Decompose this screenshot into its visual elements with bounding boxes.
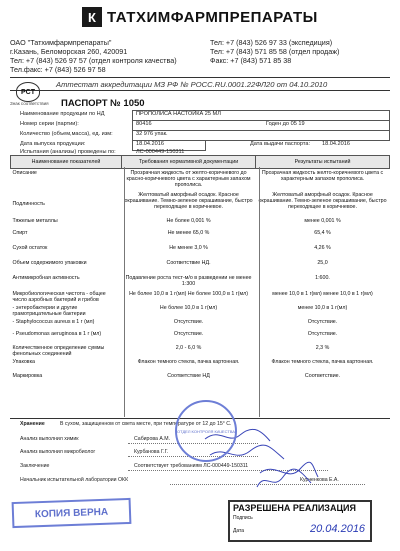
product-name-label: Наименование продукции по НД xyxy=(20,111,105,117)
release-stamp-date: 20.04.2016 xyxy=(310,523,366,535)
table-row xyxy=(11,217,390,229)
table-row xyxy=(11,318,390,330)
row-requirement: 2,0 - 6,0 % xyxy=(175,344,202,351)
accreditation-line: Аттестат аккредитации МЗ РФ № РОСС.RU.0001.22ФЛ20 от 04.10.2010 xyxy=(56,80,328,89)
storage-text: В сухом, защищенном от света месте, при температуре от 12 до 15° С. xyxy=(60,421,232,427)
round-stamp-text: ОТДЕЛ КОНТРОЛЯ КАЧЕСТВА xyxy=(177,428,235,434)
table-row xyxy=(11,372,390,384)
row-name: - Staphylococcus aureus в 1 г (мл) xyxy=(12,318,95,325)
table-row xyxy=(11,304,390,318)
row-result: менее 0,001 % xyxy=(304,217,341,224)
row-name: Маркировка xyxy=(12,372,43,379)
row-name: Количественное определение суммы фенольных соединений xyxy=(12,344,105,357)
row-requirement: Отсутствие. xyxy=(173,318,204,325)
row-result: Прозрачная жидкость желто-коричневого цвета с характерным запахом прополиса. xyxy=(261,170,384,182)
tests-label: Испытания (анализы) проведены по: xyxy=(20,149,116,155)
row-name: Спирт xyxy=(12,229,28,236)
row-name: Подлинность xyxy=(12,200,45,207)
row-requirement: Соответствие НД xyxy=(167,372,210,379)
release-stamp-date-label: Дата xyxy=(233,528,245,534)
row-requirement: Не более 10,0 в 1 г(мл) Не более 100,0 в 1 г(мл) xyxy=(129,290,248,297)
release-approved-stamp xyxy=(228,500,372,542)
row-result: 1:600. xyxy=(315,274,330,281)
storage-label: Хранение xyxy=(20,421,45,427)
pct-caption: Знак соответствия xyxy=(10,101,49,106)
release-date-value: 18.04.2016 xyxy=(136,141,164,147)
batch-value: 80416 xyxy=(136,121,152,127)
row-requirement: Желтоватый аморфный осадок. Красное окрашивание. Темно-зеленое окрашивание, быстро переходящее в коричневое. xyxy=(124,191,253,210)
phone-quality: Тел: +7 (843) 526 97 57 (отдел контроля качества) xyxy=(10,56,177,65)
table-column-divider xyxy=(259,167,260,417)
company-address: г.Казань, Беломорская 260, 420091 xyxy=(10,47,128,56)
microbiologist-name: Курбанова Г.Г. xyxy=(134,449,169,455)
pct-certification-mark xyxy=(16,82,40,102)
row-name: - Pseudomonas aeruginosa в 1 г (мл) xyxy=(12,330,102,337)
quantity-label: Количество (объем,масса), ед. изм: xyxy=(20,131,113,137)
quality-control-round-stamp xyxy=(175,400,237,462)
chemist-label: Анализ выполнил химик xyxy=(20,436,79,442)
table-row xyxy=(11,244,390,259)
expiry-value: Годен до 05 19 xyxy=(266,121,305,127)
fax: Факс: +7 (843) 571 85 38 xyxy=(210,56,292,65)
row-requirement: Подавление роста тест-м/о в разведении не менее 1:300 xyxy=(125,274,252,287)
row-name: Тяжелые металлы xyxy=(12,217,58,224)
row-result: менее 10,0 в 1 г(мл) менее 10,0 в 1 г(мл) xyxy=(272,290,373,297)
batch-label: Номер серии (партии): xyxy=(20,121,79,127)
row-requirement: Прозрачная жидкость от желто-коричневого до красно-коричневого цвета с характерным запахом прополиса. xyxy=(126,170,251,188)
accreditation-divider xyxy=(10,90,390,91)
row-requirement: Флакон темного стекла, пачка картонная. xyxy=(137,358,240,365)
phone-expedition: Тел: +7 (843) 526 97 33 (экспедиция) xyxy=(210,38,333,47)
conclusion-line xyxy=(128,470,328,471)
results-table xyxy=(10,155,390,384)
row-name: - энтеробактерии и другие грамотрицательные бактерии xyxy=(12,304,86,317)
phone-sales: Тел: +7 (843) 571 85 58 (отдел продаж) xyxy=(210,47,340,56)
table-row xyxy=(11,169,390,191)
row-name: Микробиологическая чистота - общее число аэробных бактерий и грибов xyxy=(12,290,106,303)
release-date-label: Дата выпуска продукции: xyxy=(20,141,86,147)
header-indicator: Наименование показателей xyxy=(11,156,122,169)
row-requirement: Не менее 3,0 % xyxy=(169,244,208,251)
row-requirement: Отсутствие. xyxy=(173,330,204,337)
passport-title: ПАСПОРТ № 1050 xyxy=(61,98,145,109)
table-row xyxy=(11,330,390,344)
issue-date-value: 18.04.2016 xyxy=(322,141,350,147)
row-result: Флакон темного стекла, пачка картонная. xyxy=(271,358,374,365)
table-header-row xyxy=(11,156,390,169)
lab-head-line xyxy=(170,484,365,485)
row-result: менее 10,0 в 1 г(мл) xyxy=(297,304,348,311)
row-name: Описание xyxy=(12,170,37,176)
row-name: Объем содержимого упаковки xyxy=(12,259,87,266)
header-requirements: Требования нормативной документации xyxy=(122,156,256,169)
row-requirement: Не более 0,001 % xyxy=(166,217,211,224)
table-row xyxy=(11,229,390,244)
table-row xyxy=(11,191,390,217)
lab-head-label: Начальник испытательной лаборатории ОКК xyxy=(20,477,129,483)
lab-head-name: Курченкова Е.А. xyxy=(300,477,339,483)
brand-name: ТАТХИМФАРМПРЕПАРАТЫ xyxy=(107,9,318,26)
row-name: Упаковка xyxy=(12,358,35,365)
phone-fax: Тел.факс: +7 (843) 526 97 58 xyxy=(10,65,106,74)
table-row xyxy=(11,259,390,274)
chemist-name: Сабирова А.М. xyxy=(134,436,171,442)
release-stamp-title: РАЗРЕШЕНА РЕАЛИЗАЦИЯ xyxy=(233,503,356,513)
table-row xyxy=(11,344,390,358)
row-result: 4,26 % xyxy=(314,244,331,251)
row-result: Отсутствие. xyxy=(307,318,338,325)
row-requirement: Соответствие НД. xyxy=(166,259,211,266)
quantity-value: 32 976 упак. xyxy=(136,131,168,137)
company-logo xyxy=(82,7,102,27)
row-result: Отсутствие. xyxy=(307,330,338,337)
row-result: Соответствие. xyxy=(304,372,341,379)
row-requirement: Не более 10,0 в 1 г(мл) xyxy=(159,304,218,311)
row-result: Желтоватый аморфный осадок. Красное окрашивание. Темно-зеленое окрашивание, быстро переходящее в коричневое. xyxy=(258,191,387,210)
tests-value: ЛС-000449-150311 xyxy=(136,149,185,155)
row-requirement: Не менее 65,0 % xyxy=(167,229,210,236)
copy-certified-stamp xyxy=(12,498,132,528)
row-name: Сухой остаток xyxy=(12,244,48,251)
copy-stamp-text: КОПИЯ ВЕРНА xyxy=(34,506,109,520)
logo-letter: К xyxy=(88,9,96,25)
conclusion-text: Соответствует требованиям ЛС-000449-150311 xyxy=(134,463,249,469)
row-result: 25,0 xyxy=(317,259,328,266)
conclusion-label: Заключение xyxy=(20,463,50,469)
table-row xyxy=(11,290,390,304)
release-stamp-sign-label: Подпись xyxy=(233,515,253,521)
row-name: Антимикробная активность xyxy=(12,274,80,281)
microbiologist-label: Анализ выполнил микробиолог xyxy=(20,449,96,455)
table-column-divider xyxy=(124,167,125,417)
table-row xyxy=(11,274,390,290)
row-result: 2,3 % xyxy=(315,344,330,351)
issue-date-label: Дата выдачи паспорта: xyxy=(250,141,311,147)
header-results: Результаты испытаний xyxy=(256,156,390,169)
table-row xyxy=(11,358,390,372)
product-name-value: ПРОПОЛИСА НАСТОЙКА 25 МЛ xyxy=(136,111,221,117)
pct-mark-text: PCT xyxy=(21,88,35,96)
header-divider xyxy=(10,77,390,78)
row-result: 65,4 % xyxy=(314,229,331,236)
company-name: ОАО "Татхимфармпрепараты" xyxy=(10,38,112,47)
